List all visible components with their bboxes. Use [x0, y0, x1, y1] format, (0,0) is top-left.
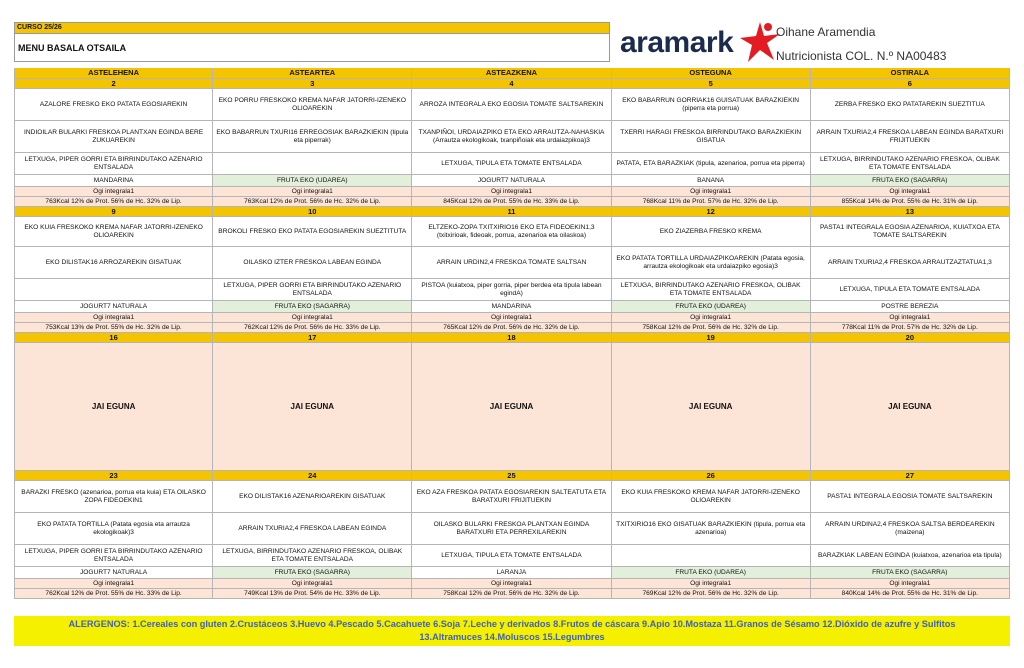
day-number: 16	[14, 333, 213, 343]
second-course: ARRAIN TXURIA2,4 FRESKOA ARRAUTZAZTATUA1,3	[811, 247, 1010, 279]
dessert: POSTRE BEREZIA	[811, 301, 1010, 313]
side-salad: LETXUGA, TIPULA ETA TOMATE ENTSALADA	[412, 153, 611, 175]
day-number: 6	[811, 79, 1010, 89]
dessert: BANANA	[612, 175, 811, 187]
bread: Ogi integrala1	[811, 579, 1010, 589]
second-course-row	[14, 247, 1010, 279]
side-salad: LETXUGA, PIPER GORRI ETA BIRRINDUTAKO AZENARIO ENTSALADA	[14, 545, 213, 567]
second-course: ARRAIN URDINA2,4 FRESKOA SALTSA BERDEAREKIN (maizena)	[811, 513, 1010, 545]
day-number: 27	[811, 471, 1010, 481]
day-name: ASTELEHENA	[14, 68, 213, 79]
first-course: EKO AZA FRESKOA PATATA EGOSIAREKIN SALTEATUTA ETA BARATXURI FRIJITUEKIN	[412, 481, 611, 513]
dessert: JOGURT7 NATURALA	[14, 567, 213, 579]
day-number: 17	[213, 333, 412, 343]
side-salad: LETXUGA, PIPER GORRI ETA BIRRINDUTAKO AZENARIO ENTSALADA	[14, 153, 213, 175]
brand-wordmark: aramark	[620, 26, 734, 59]
salad-row	[14, 153, 1010, 175]
allergen-line-1: ALERGENOS: 1.Cereales con gluten 2.Crustáceos 3.Huevo 4.Pescado 5.Cacahuete 6.Soja 7.Leche y derivados 8.Frutos de cáscara 9.Apio 10.Mostaza 11.Granos de Sésamo 12.Dióxido de azufre y Sulfitos	[68, 619, 956, 629]
day-number: 13	[811, 207, 1010, 217]
day-name: OSTIRALA	[811, 68, 1010, 79]
bread: Ogi integrala1	[612, 579, 811, 589]
dessert: FRUTA EKO (SAGARRA)	[213, 567, 412, 579]
second-course: INDIOILAR BULARKI FRESKOA PLANTXAN EGINDA BERE ZUKUAREKIN	[14, 121, 213, 153]
aramark-logo	[620, 22, 780, 72]
nutrition-summary: 762Kcal 12% de Prot. 56% de Hc. 33% de Lip.	[213, 323, 412, 333]
holiday-row	[14, 343, 1010, 471]
second-course: TXERRI HARAGI FRESKOA BIRRINDUTAKO BARAZKIEKIN GISATUA	[612, 121, 811, 153]
salad-row	[14, 545, 1010, 567]
side-salad	[14, 279, 213, 301]
day-number: 3	[213, 79, 412, 89]
holiday-cell: JAI EGUNA	[612, 343, 811, 471]
second-course-row	[14, 121, 1010, 153]
nutrition-summary: 840Kcal 14% de Prot. 55% de Hc. 31% de Lip.	[811, 589, 1010, 599]
side-salad: LETXUGA, PIPER GORRI ETA BIRRINDUTAKO AZENARIO ENTSALADA	[213, 279, 412, 301]
first-course: PASTA1 INTEGRALA EGOSIA AZENARIOA, KUIATXOA ETA TOMATE SALTSAREKIN	[811, 217, 1010, 247]
bread: Ogi integrala1	[213, 187, 412, 197]
second-course-row	[14, 513, 1010, 545]
day-number-row	[14, 471, 1010, 481]
nutrition-summary: 749Kcal 13% de Prot. 54% de Hc. 33% de Lip.	[213, 589, 412, 599]
menu-title: MENU BASALA OTSAILA	[14, 34, 610, 62]
dessert: FRUTA EKO (SAGARRA)	[811, 175, 1010, 187]
side-salad: LETXUGA, TIPULA ETA TOMATE ENTSALADA	[811, 279, 1010, 301]
side-salad: LETXUGA, BIRRINDUTAKO AZENARIO FRESKOA, OLIBAK ETA TOMATE ENTSALADA	[811, 153, 1010, 175]
day-number: 26	[612, 471, 811, 481]
nutrition-summary: 758Kcal 12% de Prot. 56% de Hc. 32% de Lip.	[412, 589, 611, 599]
holiday-cell: JAI EGUNA	[412, 343, 611, 471]
day-number: 12	[612, 207, 811, 217]
bread-row	[14, 313, 1010, 323]
day-number: 11	[412, 207, 611, 217]
second-course: OILASKO BULARKI FRESKOA PLANTXAN EGINDA BARATXURI ETA PERREXILAREKIN	[412, 513, 611, 545]
dessert: MANDARINA	[14, 175, 213, 187]
side-salad: PATATA, ETA BARAZKIAK (tipula, azenarioa, porrua eta piperra)	[612, 153, 811, 175]
first-course: AZALORE FRESKO EKO PATATA EGOSIAREKIN	[14, 89, 213, 121]
first-course-row	[14, 217, 1010, 247]
second-course: TXANPIÑOI, URDAIAZPIKO ETA EKO ARRAUTZA-NAHASKIA (Arrautza ekologikoak, txanpiñoiak eta urdaiazpikoa)3	[412, 121, 611, 153]
dessert: JOGURT7 NATURALA	[412, 175, 611, 187]
bread-row	[14, 579, 1010, 589]
nutrition-summary: 778Kcal 11% de Prot. 57% de Hc. 32% de Lip.	[811, 323, 1010, 333]
nutrition-summary: 769Kcal 12% de Prot. 56% de Hc. 32% de Lip.	[612, 589, 811, 599]
day-number: 10	[213, 207, 412, 217]
bread: Ogi integrala1	[412, 579, 611, 589]
day-number: 25	[412, 471, 611, 481]
side-salad	[612, 545, 811, 567]
dessert: FRUTA EKO (SAGARRA)	[811, 567, 1010, 579]
first-course: EKO KUIA FRESKOKO KREMA NAFAR JATORRI-IZENEKO OLIOAREKIN	[612, 481, 811, 513]
course-label: CURSO 25/26	[14, 22, 610, 34]
nutrition-summary: 753Kcal 13% de Prot. 55% de Hc. 32% de Lip.	[14, 323, 213, 333]
allergen-line-2: 13.Altramuces 14.Moluscos 15.Legumbres	[419, 632, 605, 642]
second-course: TXITXIRIO16 EKO GISATUAK BARAZKIEKIN (tipula, porrua eta azenarioa)	[612, 513, 811, 545]
dessert: LARANJA	[412, 567, 611, 579]
bread: Ogi integrala1	[412, 187, 611, 197]
second-course: EKO BABARRUN TXURI16 ERREGOSIAK BARAZKIEKIN (tipula eta piperrak)	[213, 121, 412, 153]
second-course: ARRAIN URDIN2,4 FRESKOA TOMATE SALTSAN	[412, 247, 611, 279]
first-course: EKO PORRU FRESKOKO KREMA NAFAR JATORRI-IZENEKO OLIOAREKIN	[213, 89, 412, 121]
first-course: EKO DILISTAK16 AZENARIOAREKIN GISATUAK	[213, 481, 412, 513]
nutrition-summary: 768Kcal 11% de Prot. 57% de Hc. 32% de Lip.	[612, 197, 811, 207]
kcal-row	[14, 589, 1010, 599]
bread: Ogi integrala1	[213, 579, 412, 589]
bread: Ogi integrala1	[811, 187, 1010, 197]
holiday-cell: JAI EGUNA	[14, 343, 213, 471]
first-course: ZERBA FRESKO EKO PATATAREKIN SUEZTITUA	[811, 89, 1010, 121]
first-course-row	[14, 481, 1010, 513]
side-salad: LETXUGA, BIRRINDUTAKO AZENARIO FRESKOA, OLIBAK ETA TOMATE ENTSALADA	[213, 545, 412, 567]
day-number: 18	[412, 333, 611, 343]
bread: Ogi integrala1	[14, 187, 213, 197]
first-course: EKO BABARRUN GORRIAK16 GUISATUAK BARAZKIEKIN (piperra eta porrua)	[612, 89, 811, 121]
dessert: MANDARINA	[412, 301, 611, 313]
first-course: EKO KUIA FRESKOKO KREMA NAFAR JATORRI-IZENEKO OLIOAREKIN	[14, 217, 213, 247]
nutritionist-name: Oihane Aramendia	[776, 25, 876, 39]
day-name: ASTEAZKENA	[412, 68, 611, 79]
bread: Ogi integrala1	[612, 313, 811, 323]
first-course: EKO ZIAZERBA FRESKO KREMA	[612, 217, 811, 247]
dessert: FRUTA EKO (UDAREA)	[612, 301, 811, 313]
day-header-row	[14, 68, 1010, 79]
kcal-row	[14, 323, 1010, 333]
bread: Ogi integrala1	[811, 313, 1010, 323]
allergen-legend	[14, 616, 1010, 646]
first-course: PASTA1 INTEGRALA EGOSIA TOMATE SALTSAREKIN	[811, 481, 1010, 513]
holiday-cell: JAI EGUNA	[213, 343, 412, 471]
nutrition-summary: 758Kcal 12% de Prot. 56% de Hc. 32% de Lip.	[612, 323, 811, 333]
second-course: ARRAIN TXURIA2,4 FRESKOA LABEAN EGINDA BARATXURI FRIJITUEKIN	[811, 121, 1010, 153]
day-name: ASTEARTEA	[213, 68, 412, 79]
bread: Ogi integrala1	[14, 579, 213, 589]
day-number: 9	[14, 207, 213, 217]
salad-row	[14, 279, 1010, 301]
side-salad: LETXUGA, TIPULA ETA TOMATE ENTSALADA	[412, 545, 611, 567]
dessert: FRUTA EKO (UDAREA)	[612, 567, 811, 579]
dessert-row	[14, 175, 1010, 187]
second-course: EKO PATATA TORTILLA URDAIAZPIKOAREKIN (Patata egosia, arrautza ekologikoak eta urdaiazpiko egosia)3	[612, 247, 811, 279]
menu-grid	[14, 68, 1010, 599]
nutrition-summary: 762Kcal 12% de Prot. 55% de Hc. 33% de Lip.	[14, 589, 213, 599]
day-number-row	[14, 79, 1010, 89]
first-course: BARAZKI FRESKO (azenarioa, porrua eta kuia) ETA OILASKO ZOPA FIDEOEKIN1	[14, 481, 213, 513]
bread-row	[14, 187, 1010, 197]
dessert: FRUTA EKO (UDAREA)	[213, 175, 412, 187]
day-number: 23	[14, 471, 213, 481]
holiday-cell: JAI EGUNA	[811, 343, 1010, 471]
side-salad: PISTOA (kuiatxoa, piper gorria, piper berdea eta tipula labean egindA)	[412, 279, 611, 301]
dessert: FRUTA EKO (SAGARRA)	[213, 301, 412, 313]
first-course: ARROZA INTEGRALA EKO EGOSIA TOMATE SALTSAREKIN	[412, 89, 611, 121]
side-salad: BARAZKIAK LABEAN EGINDA (kuiatxoa, azenarioa eta tipula)	[811, 545, 1010, 567]
second-course: EKO PATATA TORTILLA (Patata egosia eta arrautza ekologikoak)3	[14, 513, 213, 545]
nutrition-summary: 855Kcal 14% de Prot. 55% de Hc. 31% de Lip.	[811, 197, 1010, 207]
nutritionist-info	[776, 24, 946, 72]
day-number-row	[14, 333, 1010, 343]
first-course: ELTZEKO-ZOPA TXITXIRIO16 EKO ETA FIDEOEKIN1,3 (txitxirioak, fideoak, porrua, azenarioa eta oilaskoa)	[412, 217, 611, 247]
nutrition-summary: 763Kcal 12% de Prot. 56% de Hc. 32% de Lip.	[14, 197, 213, 207]
day-number: 2	[14, 79, 213, 89]
side-salad: LETXUGA, BIRRINDUTAKO AZENARIO FRESKOA, OLIBAK ETA TOMATE ENTSALADA	[612, 279, 811, 301]
first-course-row	[14, 89, 1010, 121]
dessert-row	[14, 567, 1010, 579]
bread: Ogi integrala1	[612, 187, 811, 197]
day-number: 19	[612, 333, 811, 343]
day-number-row	[14, 207, 1010, 217]
nutrition-summary: 845Kcal 12% de Prot. 55% de Hc. 33% de Lip.	[412, 197, 611, 207]
dessert-row	[14, 301, 1010, 313]
bread: Ogi integrala1	[213, 313, 412, 323]
second-course: ARRAIN TXURIA2,4 FRESKOA LABEAN EGINDA	[213, 513, 412, 545]
bread: Ogi integrala1	[14, 313, 213, 323]
second-course: OILASKO IZTER FRESKOA LABEAN EGINDA	[213, 247, 412, 279]
nutritionist-id: Nutricionista COL. N.º NA00483	[776, 49, 947, 63]
dessert: JOGURT7 NATURALA	[14, 301, 213, 313]
second-course: EKO DILISTAK16 ARROZAREKIN GISATUAK	[14, 247, 213, 279]
nutrition-summary: 763Kcal 12% de Prot. 56% de Hc. 32% de Lip.	[213, 197, 412, 207]
day-number: 20	[811, 333, 1010, 343]
day-number: 5	[612, 79, 811, 89]
day-name: OSTEGUNA	[612, 68, 811, 79]
day-number: 24	[213, 471, 412, 481]
kcal-row	[14, 197, 1010, 207]
bread: Ogi integrala1	[412, 313, 611, 323]
first-course: BROKOLI FRESKO EKO PATATA EGOSIAREKIN SUEZTITUTA	[213, 217, 412, 247]
day-number: 4	[412, 79, 611, 89]
nutrition-summary: 765Kcal 12% de Prot. 56% de Hc. 32% de Lip.	[412, 323, 611, 333]
side-salad	[213, 153, 412, 175]
